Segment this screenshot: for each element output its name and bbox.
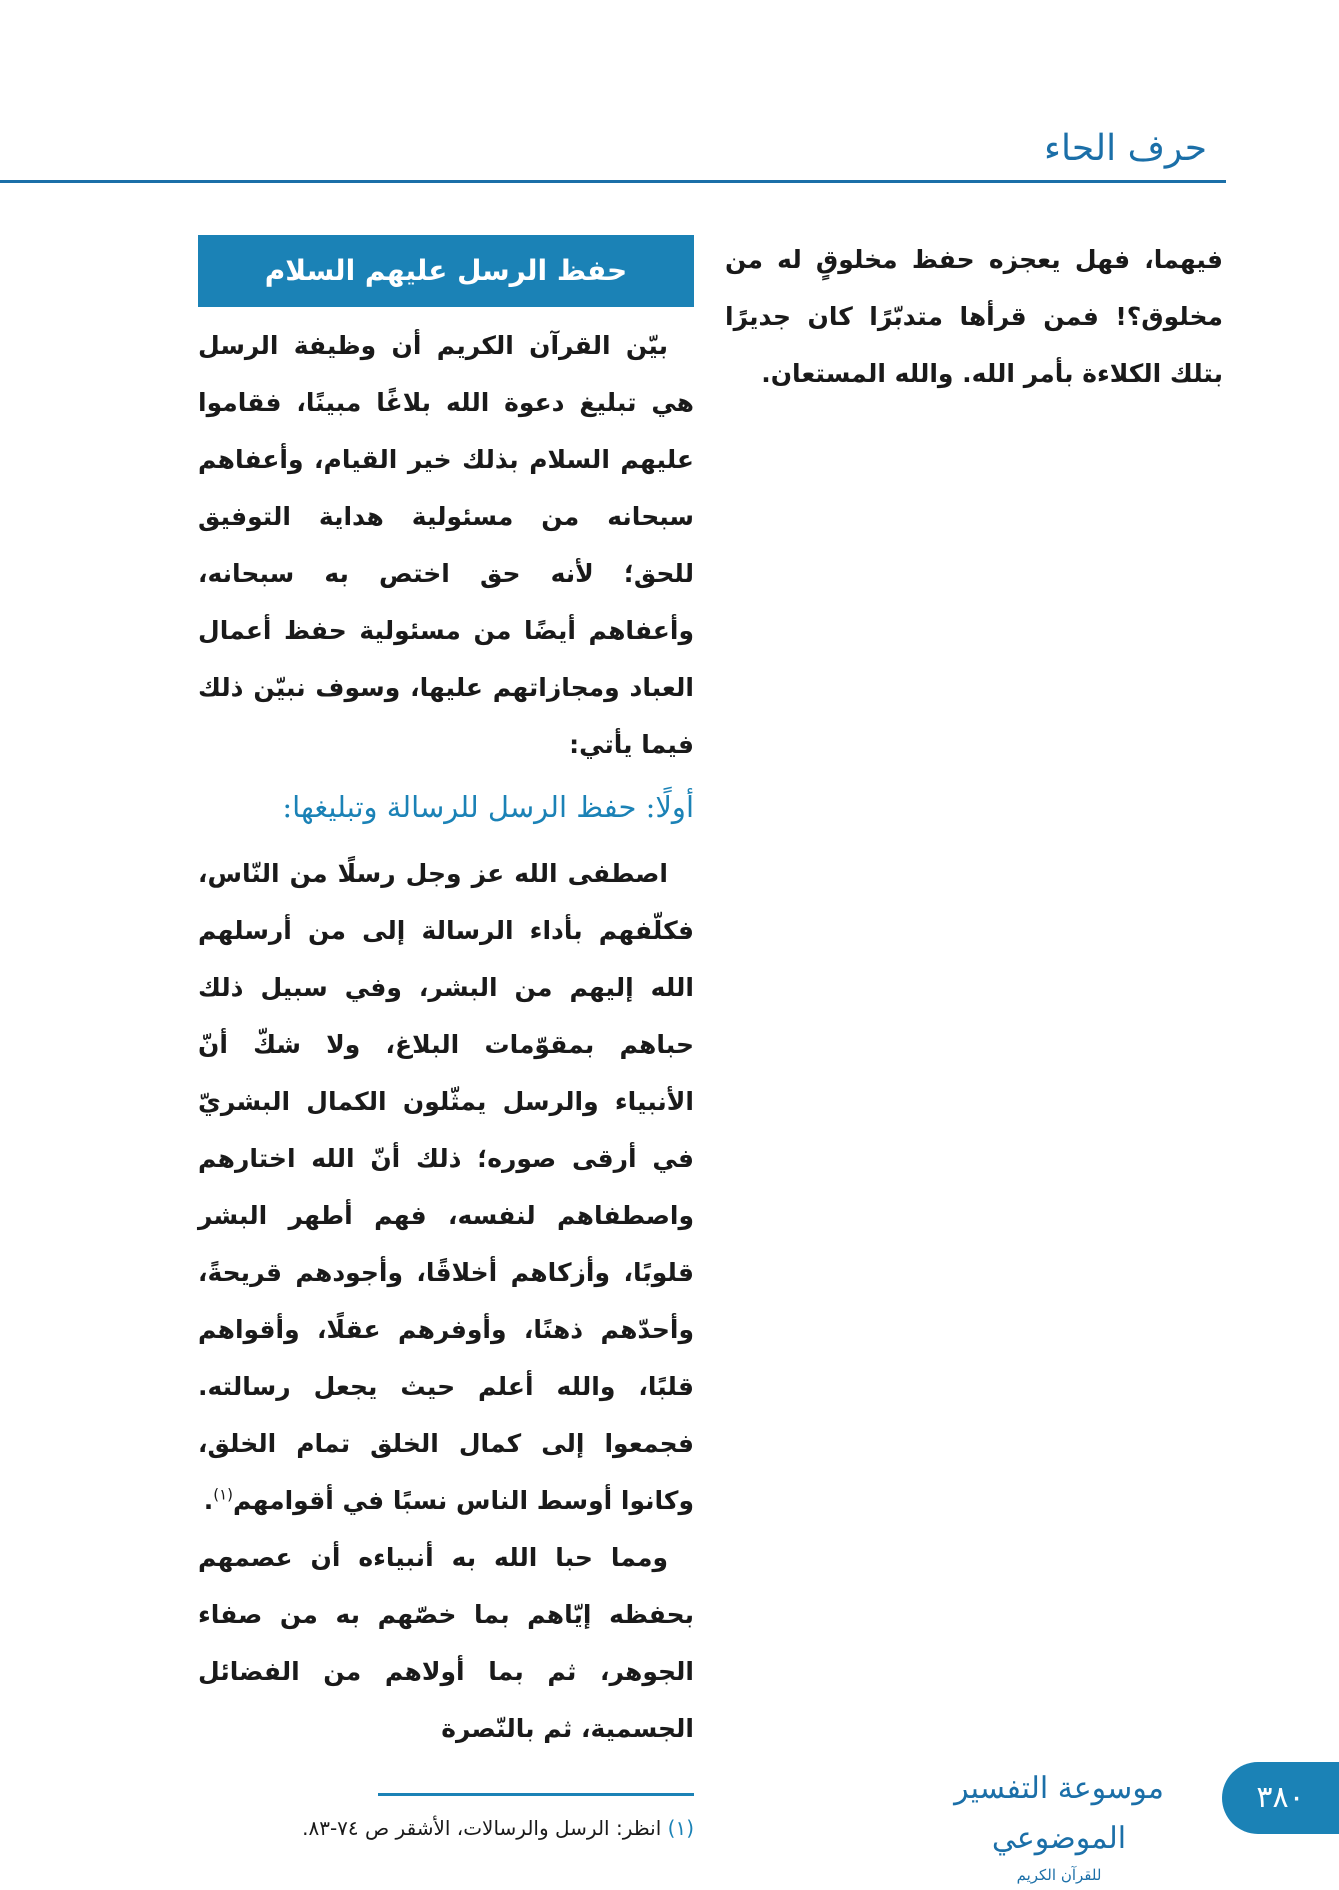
left-column bbox=[198, 235, 694, 1846]
header-rule bbox=[0, 180, 1226, 183]
body-paragraph-2-end: . bbox=[203, 1486, 214, 1515]
subheading: أولًا: حفظ الرسل للرسالة وتبليغها: bbox=[282, 790, 694, 824]
logo-sub-text: للقرآن الكريم bbox=[1016, 1866, 1102, 1884]
page-number-tab: ٣٨٠ bbox=[1222, 1762, 1339, 1834]
body-paragraph-2-text: اصطفى الله عز وجل رسلًا من النّاس، فكلّفهم بأداء الرسالة إلى من أرسلهم الله إليهم من البشر، وفي سبيل ذلك حباهم بمقوّمات البلاغ، ولا شكّ أنّ الأنبياء والرسل يمثّلون الكمال البشريّ في أرقى صوره؛ ذلك أنّ الله اختارهم واصطفاهم لنفسه، فهم أطهر البشر قلوبًا، وأزكاهم أخلاقًا، وأجودهم قريحةً، وأحدّهم ذهنًا، وأوفرهم عقلًا، وأقواهم قلبًا، والله أعلم حيث يجعل رسالته. فجمعوا إلى كمال الخلق تمام الخلق، وكانوا أوسط الناس نسبًا في أقوامهم bbox=[198, 859, 694, 1515]
body-paragraph-2 bbox=[198, 845, 694, 1529]
section-title-box: حفظ الرسل عليهم السلام bbox=[198, 235, 694, 307]
footnote bbox=[198, 1810, 694, 1846]
right-column-paragraph: فيهما، فهل يعجزه حفظ مخلوقٍ له من مخلوق؟! فمن قرأها متدبّرًا كان جديرًا بتلك الكلاءة بأمر الله. والله المستعان. bbox=[725, 245, 1223, 388]
right-column bbox=[725, 231, 1223, 402]
chapter-header-title: حرف الحاء bbox=[1044, 128, 1207, 169]
footnote-reference[interactable]: (١) bbox=[213, 1485, 234, 1504]
body-paragraph-3: ومما حبا الله به أنبياءه أن عصمهم بحفظه إيّاهم بما خصّهم به من صفاء الجوهر، ثم بما أولاهم من الفضائل الجسمية، ثم بالنّصرة bbox=[198, 1543, 694, 1743]
footnote-rule bbox=[378, 1793, 694, 1796]
logo-main-text: موسوعة التفسير الموضوعي bbox=[954, 1771, 1164, 1856]
footnote-text: انظر: الرسل والرسالات، الأشقر ص ٧٤-٨٣. bbox=[302, 1816, 662, 1840]
intro-paragraph: بيّن القرآن الكريم أن وظيفة الرسل هي تبليغ دعوة الله بلاغًا مبينًا، فقاموا عليهم السلام بذلك خير القيام، وأعفاهم سبحانه من مسئولية هداية التوفيق للحق؛ لأنه حق اختص به سبحانه، وأعفاهم أيضًا من مسئولية حفظ أعمال العباد ومجازاتهم عليها، وسوف نبيّن ذلك فيما يأتي: bbox=[198, 331, 694, 759]
encyclopedia-logo bbox=[928, 1764, 1190, 1884]
footnote-number: (١) bbox=[667, 1816, 694, 1840]
